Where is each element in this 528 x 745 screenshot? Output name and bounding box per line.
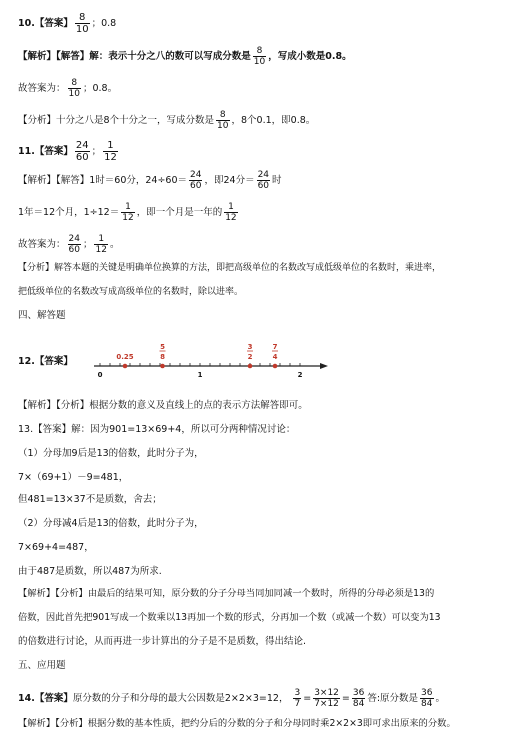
q12-number-line xyxy=(90,338,330,382)
q11-analysis: 【解析】【解答】1时＝60分，24÷60＝ $\frac{24}{60}$ ，即24分＝ $\frac{24}{60}$ 时 xyxy=(18,170,282,191)
q13-line-1: 13.【答案】解：因为901=13×69+4，所以可分两种情况讨论： xyxy=(18,424,296,435)
section-4-heading: 四、解答题 xyxy=(18,310,66,321)
q10-answer xyxy=(18,12,116,35)
q12-answer-label: 12.【答案】 xyxy=(18,356,73,367)
number-line-point xyxy=(273,364,278,369)
q11-gu-fraction-2: $\frac{1}{12}$ xyxy=(95,234,107,255)
q11-answer-fraction-2: $\frac{1}{12}$ xyxy=(104,140,117,163)
number-line-point xyxy=(248,364,253,369)
number-line-arrow-icon xyxy=(320,363,328,369)
q11-year-fraction-1: $\frac{1}{12}$ xyxy=(122,202,134,223)
number-line-point xyxy=(123,364,128,369)
number-line-point-denominator: 4 xyxy=(272,353,278,361)
q10-answer-fraction: $\frac{8}{10}$ xyxy=(75,12,89,35)
section-5-heading: 五、应用题 xyxy=(18,660,66,671)
q14-analysis: 【解析】【分析】根据分数的基本性质，把约分后的分数的分子和分母同时乘2×2×3即可求出原来的分数。 xyxy=(18,718,456,729)
q13-line-5: （2）分母减4后是13的倍数，此时分子为， xyxy=(18,518,204,529)
q11-year-fraction-2: $\frac{1}{12}$ xyxy=(225,202,237,223)
q11-fenxi-2: 把低级单位的名数改写成高级单位的名数时，除以进率。 xyxy=(18,287,244,297)
number-line-points xyxy=(116,343,278,368)
number-line-point-numerator: 7 xyxy=(272,343,278,351)
number-line-point-denominator: 2 xyxy=(247,353,253,361)
q14-fraction-2: $\frac{3\times 12}{7\times 12}$ xyxy=(314,688,339,709)
q11-answer-fraction-1: $\frac{24}{60}$ xyxy=(75,140,89,163)
q10-answer-label: 10.【答案】 xyxy=(18,18,73,29)
q13-line-7: 由于487是质数，所以487为所求. xyxy=(18,566,162,577)
q10-fenxi-fraction: $\frac{8}{10}$ xyxy=(217,110,229,131)
q13-line-8: 【解析】【分析】由最后的结果可知，原分数的分子分母当同加同减一个数时，所得的分母必须是13的 xyxy=(18,588,435,599)
q14-answer: 14.【答案】原分数的分子和分母的最大公因数是2×2×3=12， $\frac{3}{7}$ = $\frac{3\times 12}{7\times 12}$ = $\frac{36}{84}$ 答:原分数是 $\frac{36}{84}$ 。 xyxy=(18,688,446,709)
q13-line-2: （1）分母加9后是13的倍数，此时分子为， xyxy=(18,448,204,459)
number-line-point-numerator: 5 xyxy=(160,343,165,351)
q11-fenxi-1: 【分析】解答本题的关键是明确单位换算的方法，即把高级单位的名数改写成低级单位的名数时，乘进率， xyxy=(18,263,442,273)
number-line-tick-label: 2 xyxy=(297,371,303,379)
number-line-point-denominator: 8 xyxy=(160,353,165,361)
q13-line-9: 倍数，因此首先把901写成一个数乘以13再加一个数的形式，分再加一个数（或减一个数）可以变为13 xyxy=(18,612,441,623)
number-line-ticks xyxy=(98,363,303,379)
number-line-point xyxy=(160,364,165,369)
q13-line-4: 但481=13×37不是质数，舍去； xyxy=(18,494,162,505)
q13-line-3: 7×（69+1）－9=481， xyxy=(18,472,129,483)
q14-fraction-4: $\frac{36}{84}$ xyxy=(421,688,433,709)
q11-analysis-fraction-2: $\frac{24}{60}$ xyxy=(257,170,270,191)
number-line-point-label: 0.25 xyxy=(116,353,134,361)
q13-line-6: 7×69+4=487， xyxy=(18,542,94,553)
q10-analysis: 【解析】【解答】解：表示十分之八的数可以写成分数是 $\frac{8}{10}$ ，写成小数是0.8。 xyxy=(18,46,352,67)
number-line-tick-label: 0 xyxy=(97,371,103,379)
q10-gu-answer: 故答案为： $\frac{8}{10}$ ；0.8。 xyxy=(18,78,118,99)
q13-line-10: 的倍数进行讨论，从而再进一步计算出的分子是不是质数，得出结论. xyxy=(18,636,307,647)
number-line-point-numerator: 3 xyxy=(247,343,253,351)
q12-analysis: 【解析】【分析】根据分数的意义及直线上的点的表示方法解答即可。 xyxy=(18,400,308,411)
q10-answer-tail: ；0.8 xyxy=(91,18,117,29)
q14-fraction-3: $\frac{36}{84}$ xyxy=(352,688,365,709)
q11-gu-fraction-1: $\frac{24}{60}$ xyxy=(68,234,80,255)
q10-gu-fraction: $\frac{8}{10}$ xyxy=(68,78,80,99)
q10-analysis-fraction: $\frac{8}{10}$ xyxy=(253,46,266,67)
number-line-tick-label: 1 xyxy=(197,371,203,379)
q10-fenxi: 【分析】十分之八是8个十分之一，写成分数是 $\frac{8}{10}$ ，8个0.1，即0.8。 xyxy=(18,110,316,131)
q14-fraction-1: $\frac{3}{7}$ xyxy=(294,688,301,709)
q11-analysis-fraction-1: $\frac{24}{60}$ xyxy=(190,170,202,191)
q11-answer: 11.【答案】 $\frac{24}{60}$ ； $\frac{1}{12}$ xyxy=(18,140,117,163)
q11-gu-answer: 故答案为： $\frac{24}{60}$ ； $\frac{1}{12}$ 。 xyxy=(18,234,120,255)
q11-year-line: 1年＝12个月，1÷12＝ $\frac{1}{12}$ ，即一个月是一年的 $\frac{1}{12}$ xyxy=(18,202,237,223)
